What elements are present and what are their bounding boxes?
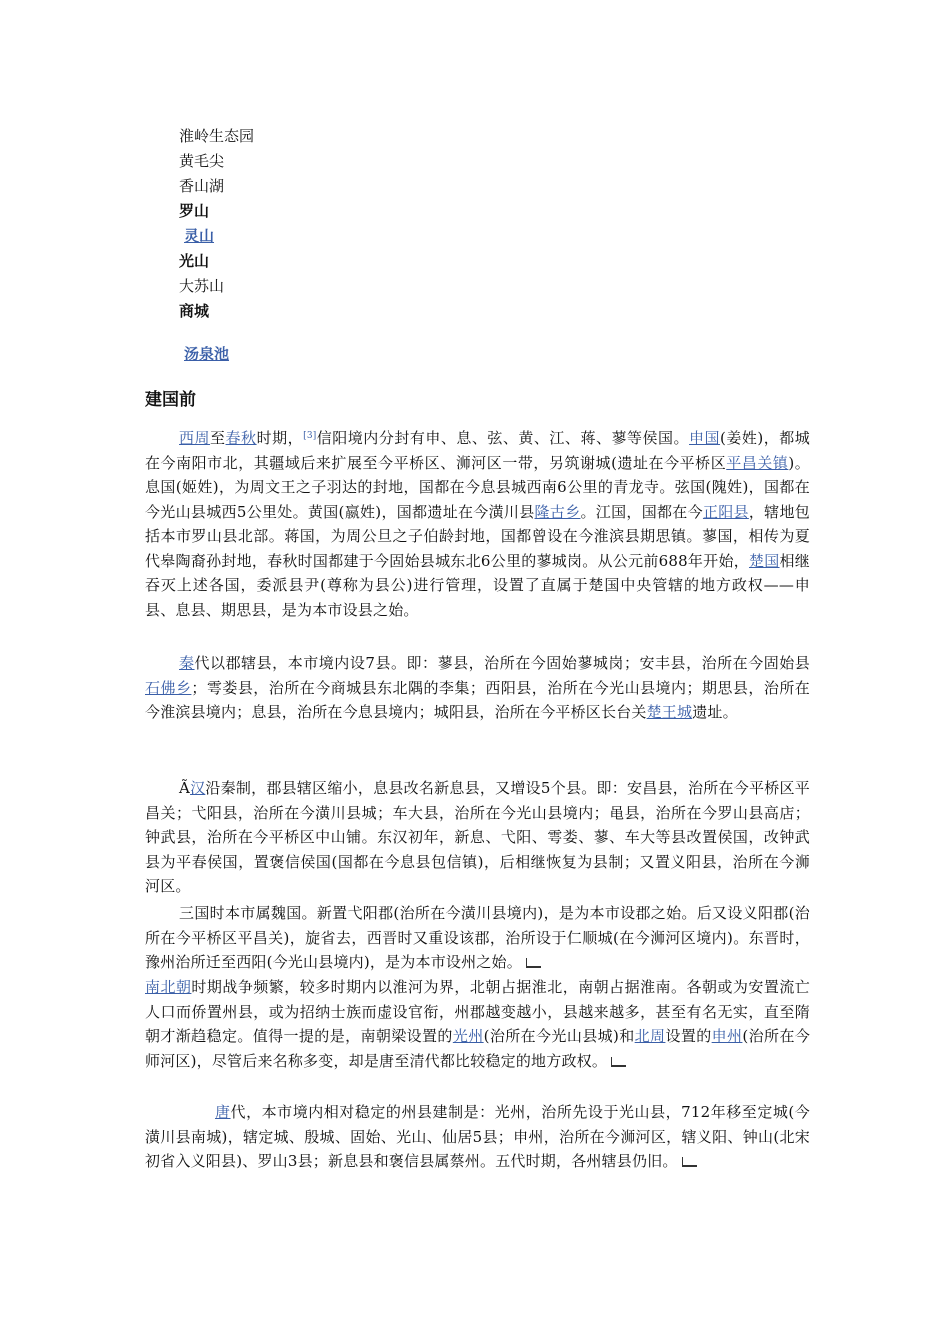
edit-icon[interactable] bbox=[682, 1157, 697, 1167]
text: 时期战争频繁，较多时期内以淮河为界，北朝占据淮北，南朝占据淮南。各朝或为安置流亡人口而侨置州县，或为招纳士族而虚设官衔，州郡越变越小，县越来越多，甚至有名无实，直至隋朝才渐趋稳定。值得一提的是，南朝梁设置的 bbox=[145, 978, 810, 1045]
link-chuguo[interactable]: 楚国 bbox=[748, 551, 780, 570]
text: 沿秦制，郡县辖区缩小，息县改名新息县，又增设5个县。即：安昌县，治所在今平桥区平昌关；弋阳县，治所在今潢川县城；车大县，治所在今光山县境内；黾县，治所在今罗山县高店；钟武县，治所在今平桥区中山铺。东汉初年，新息、弋阳、雩娄、蓼、车大等县改置侯国，改钟武县为平春侯国，置褒信侯国(国都在今息县包信镇)，后相继恢复为县制；又置义阳县，治所在今浉河区。 bbox=[145, 779, 810, 895]
text: Ã bbox=[179, 779, 191, 797]
link-shifo[interactable]: 石佛乡 bbox=[145, 678, 192, 697]
link-chunqiu[interactable]: 春秋 bbox=[225, 429, 257, 447]
text: 相继吞灭上述各国，委派县尹(尊称为县公)进行管理，设置了直属于楚国中央管辖的地方政权——申县、息县、期思县，是为本市设县之始。 bbox=[145, 551, 810, 619]
text: 至 bbox=[210, 429, 226, 447]
text: ；雩娄县，治所在今商城县东北隅的李集；西阳县，治所在今光山县境内；期思县，治所在今淮滨县境内；息县，治所在今息县境内；城阳县，治所在今平桥区长台关 bbox=[145, 678, 810, 721]
text: (姜姓)，都城在今南阳市北，其疆域后来扩展至今平桥区、浉河区一带，另筑谢城(遗址在今平桥区 bbox=[145, 429, 811, 472]
text: (治所在今光山县城)和 bbox=[483, 1027, 635, 1045]
link-tang[interactable]: 唐 bbox=[215, 1103, 231, 1121]
paragraph-6 bbox=[145, 1100, 810, 1174]
paragraph-4 bbox=[145, 901, 810, 975]
paragraph-1 bbox=[145, 426, 810, 622]
link-nanbeichao[interactable]: 南北朝 bbox=[145, 978, 192, 996]
paragraph-2 bbox=[145, 651, 810, 725]
list-item: 香山湖 bbox=[179, 177, 225, 195]
link-beizhou[interactable]: 北周 bbox=[634, 1027, 666, 1045]
list-link[interactable]: 灵山 bbox=[184, 227, 215, 245]
text: 时期， bbox=[256, 429, 304, 447]
link-qin[interactable]: 秦 bbox=[179, 654, 195, 672]
paragraph-3 bbox=[145, 776, 810, 899]
text: 设置的 bbox=[665, 1027, 712, 1045]
text: )。息国(姬姓)，为周文王之子羽达的封地，国都在今息县城西南6公里的青龙寺。弦国(隗姓)，国都在今光山县城西5公里处。黄国(嬴姓)，国都遗址在今潢川县 bbox=[145, 453, 810, 521]
link-xizhou[interactable]: 西周 bbox=[179, 429, 211, 447]
text: 信阳境内分封有申、息、弦、黄、江、蒋、蓼等侯国。 bbox=[316, 429, 690, 447]
link-han[interactable]: 汉 bbox=[190, 779, 206, 797]
list-item: 淮岭生态园 bbox=[179, 127, 255, 145]
section-heading: 建国前 bbox=[145, 390, 196, 410]
list-item-bold: 光山 bbox=[179, 252, 210, 270]
citation[interactable]: [3] bbox=[303, 431, 317, 441]
text: 代，本市境内相对稳定的州县建制是：光州，治所先设于光山县，712年移至定城(今潢川县南城)，辖定城、殷城、固始、光山、仙居5县；申州，治所在今浉河区，辖义阳、钟山(北宋初省入义阳县)、罗山3县；新息县和褒信县属蔡州。五代时期，各州辖县仍旧。 bbox=[145, 1103, 810, 1170]
edit-icon[interactable] bbox=[611, 1057, 626, 1067]
list-item-bold: 罗山 bbox=[179, 202, 210, 220]
list-link[interactable]: 汤泉池 bbox=[184, 345, 230, 363]
text: (治所在今师河区)，尽管后来名称多变，却是唐至清代都比较稳定的地方政权。 bbox=[145, 1027, 811, 1070]
list-item: 黄毛尖 bbox=[179, 152, 225, 170]
list-item: 大苏山 bbox=[179, 277, 225, 295]
text: 。江国，国都在今 bbox=[580, 502, 703, 521]
text: ，辖地包括本市罗山县北部。蒋国，为周公旦之子伯龄封地，国都曾设在今淮滨县期思镇。蓼国，相传为夏代皋陶裔孙封地，春秋时国都建于今固始县城东北6公里的蓼城岗。从公元前688年开始， bbox=[145, 502, 810, 570]
text: 代以郡辖县，本市境内设7县。即：蓼县，治所在今固始蓼城岗；安丰县，治所在今固始县 bbox=[194, 654, 810, 672]
paragraph-5 bbox=[145, 975, 810, 1073]
link-zhengyang[interactable]: 正阳县 bbox=[702, 502, 749, 521]
link-longgu[interactable]: 隆古乡 bbox=[534, 502, 581, 521]
link-guangzhou[interactable]: 光州 bbox=[452, 1027, 484, 1045]
list-item-bold: 商城 bbox=[179, 302, 210, 320]
link-pingchangguan[interactable]: 平昌关镇 bbox=[726, 453, 789, 472]
link-shenzhou[interactable]: 申州 bbox=[711, 1027, 743, 1045]
link-chuwangcheng[interactable]: 楚王城 bbox=[646, 703, 693, 721]
text: 三国时本市属魏国。新置弋阳郡(治所在今潢川县境内)，是为本市设郡之始。后又设义阳郡(治所在今平桥区平昌关)，旋省去，西晋时又重设该郡，治所设于仁顺城(在今浉河区境内)。东晋时，豫州治所迁至西阳(今光山县境内)，是为本市设州之始。 bbox=[145, 904, 810, 971]
link-shenguo[interactable]: 申国 bbox=[689, 429, 721, 447]
edit-icon[interactable] bbox=[526, 958, 541, 968]
text: 遗址。 bbox=[692, 703, 738, 721]
